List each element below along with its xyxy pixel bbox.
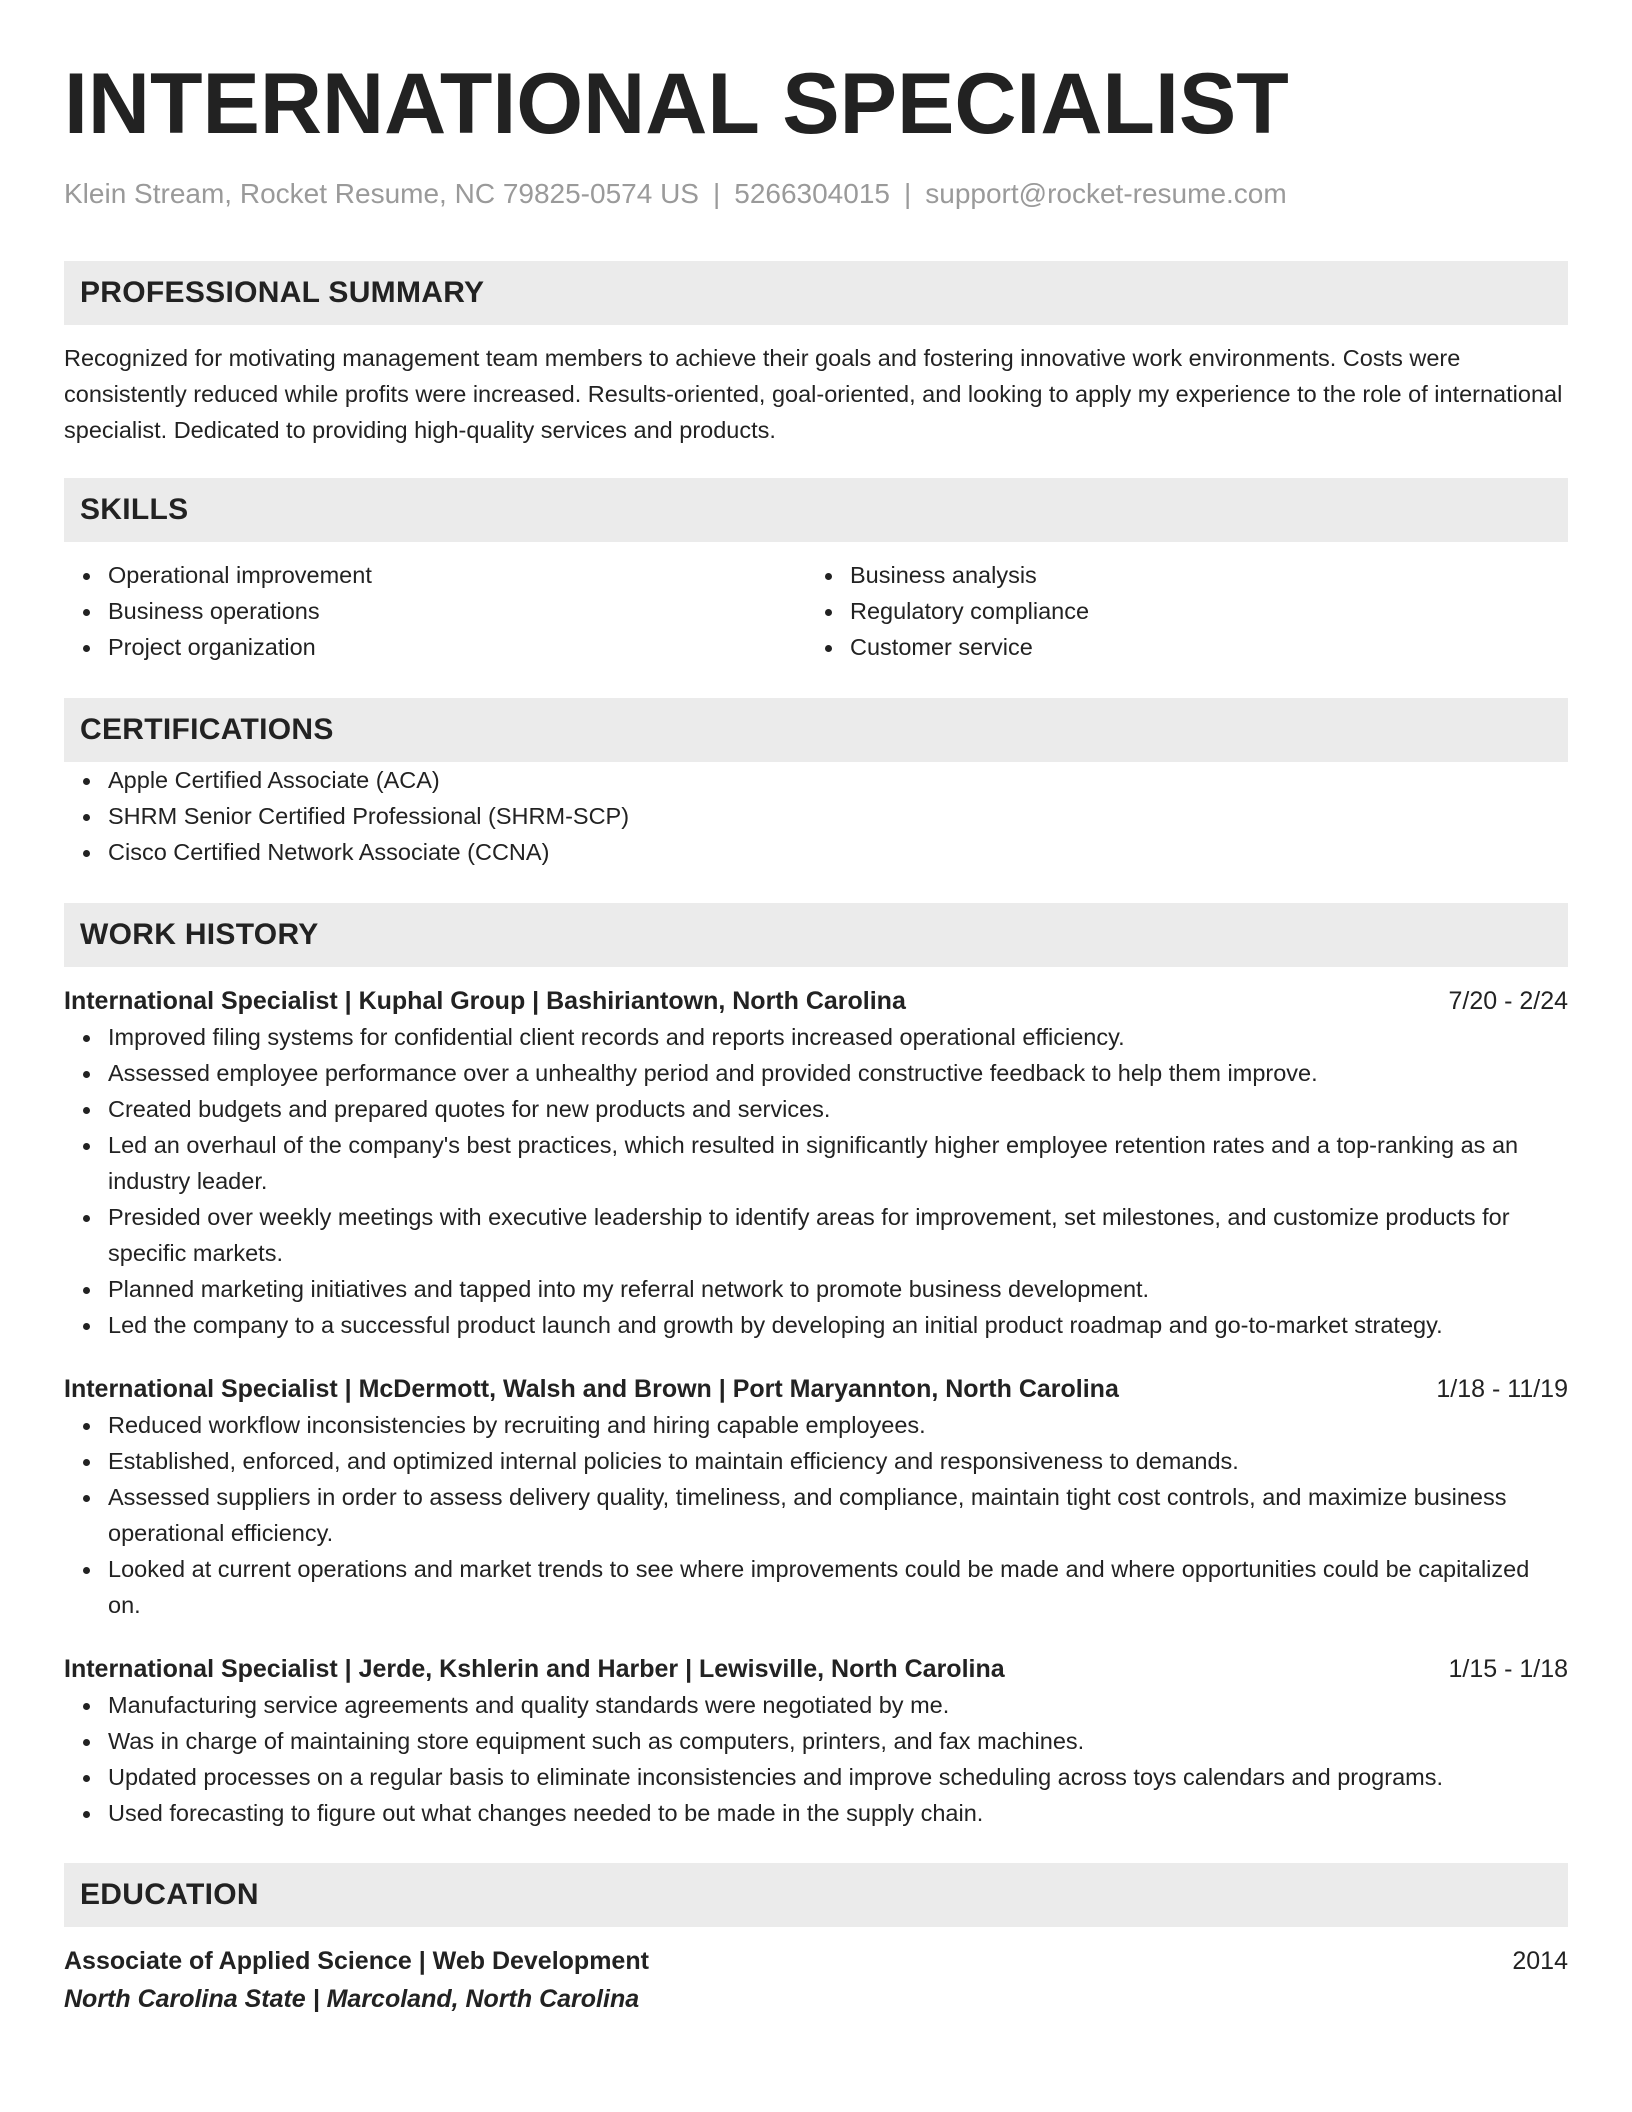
job-dates: 1/15 - 1/18 bbox=[1448, 1655, 1568, 1683]
job-bullet: Was in charge of maintaining store equipment such as computers, printers, and fax machines. bbox=[64, 1723, 1568, 1759]
job-dates: 7/20 - 2/24 bbox=[1448, 987, 1568, 1015]
job-bullet: Used forecasting to figure out what changes needed to be made in the supply chain. bbox=[64, 1795, 1568, 1831]
job-dates: 1/18 - 11/19 bbox=[1436, 1375, 1568, 1403]
skills-heading: SKILLS bbox=[64, 478, 1568, 542]
job-bullet: Established, enforced, and optimized internal policies to maintain efficiency and responsiveness to demands. bbox=[64, 1443, 1568, 1479]
contact-email: support@rocket-resume.com bbox=[925, 178, 1287, 209]
job-bullet: Updated processes on a regular basis to eliminate inconsistencies and improve scheduling across toys calendars and programs. bbox=[64, 1759, 1568, 1795]
job-bullet: Led the company to a successful product launch and growth by developing an initial product roadmap and go-to-market strategy. bbox=[64, 1307, 1568, 1343]
job-bullets bbox=[64, 1019, 1568, 1343]
job-bullet: Led an overhaul of the company's best practices, which resulted in significantly higher employee retention rates and a top-ranking as an industry leader. bbox=[64, 1127, 1568, 1199]
job-header bbox=[64, 1651, 1568, 1687]
skill-item: Project organization bbox=[64, 629, 806, 665]
summary-heading: PROFESSIONAL SUMMARY bbox=[64, 261, 1568, 325]
job-bullets bbox=[64, 1407, 1568, 1623]
skills-grid bbox=[64, 557, 1568, 665]
job-bullet: Improved filing systems for confidential client records and reports increased operational efficiency. bbox=[64, 1019, 1568, 1055]
certifications-list bbox=[64, 762, 1568, 870]
education-entry bbox=[64, 1943, 1568, 2017]
skills-section bbox=[64, 478, 1568, 665]
certifications-section bbox=[64, 698, 1568, 870]
education-section bbox=[64, 1863, 1568, 2017]
job-entry bbox=[64, 983, 1568, 1343]
skill-item: Business analysis bbox=[806, 557, 1568, 593]
job-bullet: Manufacturing service agreements and quality standards were negotiated by me. bbox=[64, 1687, 1568, 1723]
candidate-name: INTERNATIONAL SPECIALIST bbox=[64, 56, 1289, 152]
contact-address: Klein Stream, Rocket Resume, NC 79825-0574 US bbox=[64, 178, 699, 209]
skills-list-right bbox=[806, 557, 1568, 665]
job-header bbox=[64, 983, 1568, 1019]
education-degree: Associate of Applied Science | Web Development bbox=[64, 1947, 649, 1975]
job-entry bbox=[64, 1371, 1568, 1623]
job-bullet: Assessed suppliers in order to assess delivery quality, timeliness, and compliance, maintain tight cost controls, and maximize business operational efficiency. bbox=[64, 1479, 1568, 1551]
contact-separator: | bbox=[903, 178, 912, 209]
summary-section bbox=[64, 261, 1568, 448]
education-school: North Carolina State | Marcoland, North Carolina bbox=[64, 1985, 640, 2013]
work-history-section bbox=[64, 903, 1568, 1831]
contact-line bbox=[64, 176, 1568, 212]
education-year: 2014 bbox=[1512, 1947, 1568, 1975]
job-title: International Specialist | Jerde, Kshlerin and Harber | Lewisville, North Carolina bbox=[64, 1655, 1005, 1683]
certification-item: Apple Certified Associate (ACA) bbox=[64, 762, 1568, 798]
skill-item: Customer service bbox=[806, 629, 1568, 665]
job-bullet: Created budgets and prepared quotes for new products and services. bbox=[64, 1091, 1568, 1127]
certification-item: SHRM Senior Certified Professional (SHRM-SCP) bbox=[64, 798, 1568, 834]
skill-item: Regulatory compliance bbox=[806, 593, 1568, 629]
certification-item: Cisco Certified Network Associate (CCNA) bbox=[64, 834, 1568, 870]
job-title: International Specialist | McDermott, Walsh and Brown | Port Maryannton, North Carolina bbox=[64, 1375, 1119, 1403]
contact-separator: | bbox=[712, 178, 721, 209]
job-bullets bbox=[64, 1687, 1568, 1831]
work-history-heading: WORK HISTORY bbox=[64, 903, 1568, 967]
education-header bbox=[64, 1943, 1568, 1979]
job-bullet: Planned marketing initiatives and tapped into my referral network to promote business development. bbox=[64, 1271, 1568, 1307]
education-heading: EDUCATION bbox=[64, 1863, 1568, 1927]
job-header bbox=[64, 1371, 1568, 1407]
skill-item: Operational improvement bbox=[64, 557, 806, 593]
contact-phone: 5266304015 bbox=[734, 178, 890, 209]
job-bullet: Assessed employee performance over a unhealthy period and provided constructive feedback to help them improve. bbox=[64, 1055, 1568, 1091]
summary-text: Recognized for motivating management team members to achieve their goals and fostering innovative work environments. Costs were consistently reduced while profits were increased. Results-oriented, goal-oriented, and looking to apply my experience to the role of international specialist. Dedicated to providing high-quality services and products. bbox=[64, 345, 1563, 443]
job-bullet: Looked at current operations and market trends to see where improvements could be made and where opportunities could be capitalized on. bbox=[64, 1551, 1568, 1623]
skills-list-left bbox=[64, 557, 806, 665]
job-entry bbox=[64, 1651, 1568, 1831]
job-bullet: Presided over weekly meetings with executive leadership to identify areas for improvement, set milestones, and customize products for specific markets. bbox=[64, 1199, 1568, 1271]
certifications-heading: CERTIFICATIONS bbox=[64, 698, 1568, 762]
job-title: International Specialist | Kuphal Group | Bashiriantown, North Carolina bbox=[64, 987, 906, 1015]
job-bullet: Reduced workflow inconsistencies by recruiting and hiring capable employees. bbox=[64, 1407, 1568, 1443]
skill-item: Business operations bbox=[64, 593, 806, 629]
